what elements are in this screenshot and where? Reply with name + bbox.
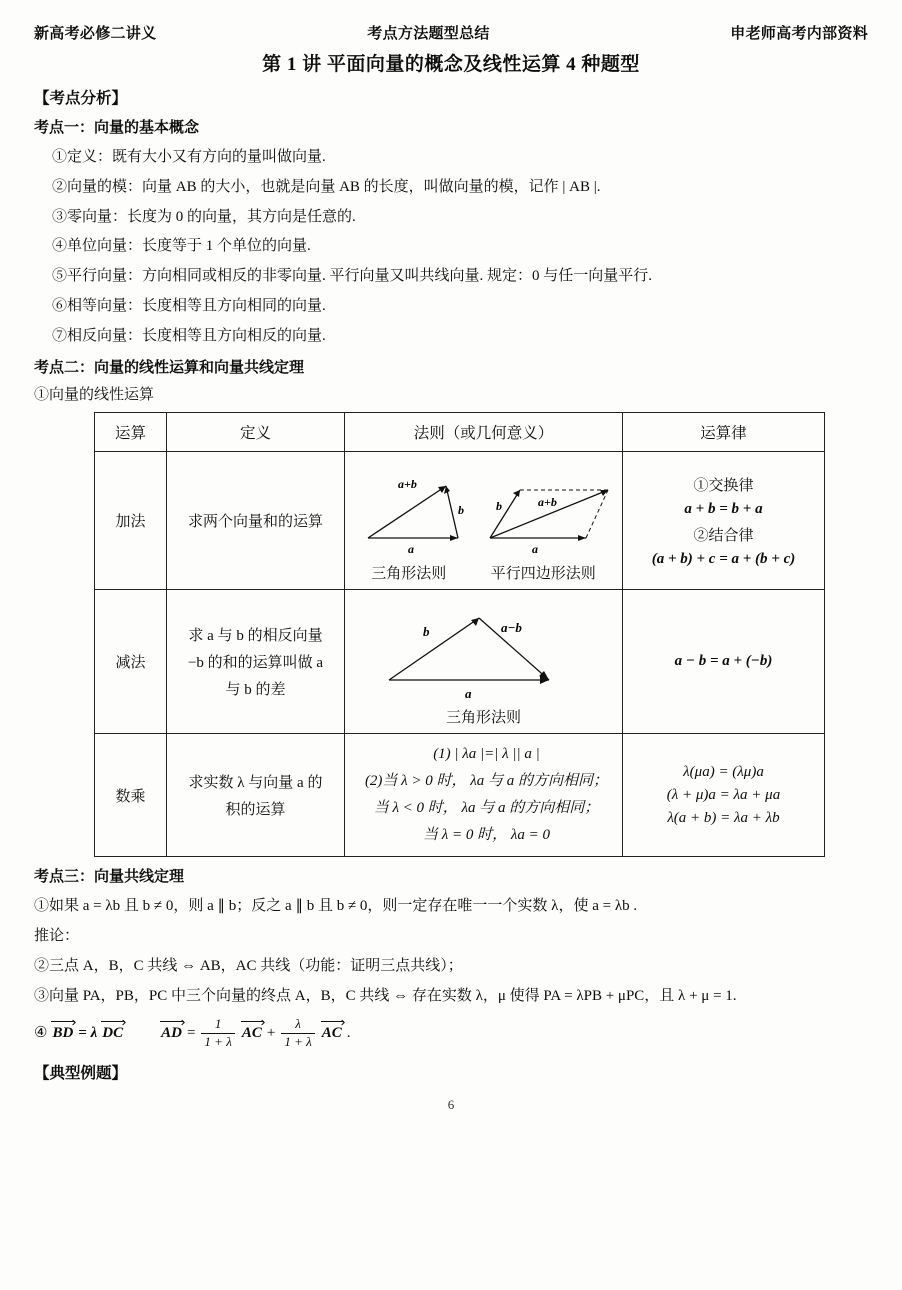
page-header bbox=[34, 22, 868, 43]
cell-def-addition: 求两个向量和的运算 bbox=[167, 452, 345, 590]
theorem-line-3: ③向量 PA，PB，PC 中三个向量的终点 A，B，C 共线 ⇔ 存在实数 λ，μ 使得 PA = λPB + μPC，且 λ + μ = 1. bbox=[34, 987, 737, 1004]
fraction-one-over-one-plus-lambda bbox=[201, 1016, 234, 1050]
cell-rule-addition bbox=[345, 452, 623, 590]
scalar-rule-line-1: (1) | λa |=| λ || a | bbox=[433, 746, 540, 763]
scalar-law-2: (λ + μ)a = λa + μa bbox=[666, 786, 781, 803]
kaodian-3-heading: 考点三：向量共线定理 bbox=[34, 869, 185, 886]
concept-7: ⑦相反向量：长度相等且方向相反的向量. bbox=[52, 327, 326, 344]
example-heading: 【典型例题】 bbox=[34, 1064, 128, 1082]
subtraction-figure bbox=[359, 596, 609, 702]
sub-def-line-2: −b 的和的运算叫做 a bbox=[187, 655, 324, 672]
law-associative-formula: (a + b) + c = a + (b + c) bbox=[651, 550, 796, 567]
line4-eq2: = bbox=[186, 1024, 196, 1041]
svg-text:a+b: a+b bbox=[397, 477, 417, 492]
caption-triangle-rule-sub: 三角形法则 bbox=[445, 710, 521, 727]
analysis-heading: 【考点分析】 bbox=[34, 90, 128, 107]
addition-captions bbox=[349, 562, 618, 583]
header-left: 新高考必修二讲义 bbox=[34, 26, 157, 42]
vector-ad: AD bbox=[161, 1024, 182, 1041]
law-commutative-formula: a + b = b + a bbox=[684, 500, 763, 517]
svg-text:a: a bbox=[464, 686, 471, 702]
cell-laws-subtraction: a − b = a + (−b) bbox=[623, 590, 825, 734]
caption-parallelogram-rule: 平行四边形法则 bbox=[490, 566, 596, 583]
law-associative-label: ②结合律 bbox=[693, 527, 754, 544]
concept-3: ③零向量：长度为 0 的向量，其方向是任意的. bbox=[52, 208, 356, 225]
header-center: 考点方法题型总结 bbox=[367, 26, 490, 42]
theorem-line-4 bbox=[34, 1016, 868, 1050]
theorem-line-1: ①如果 a = λb 且 b ≠ 0，则 a ∥ b；反之 a ∥ b 且 b ≠ 0，则一定存在唯一一个实数 λ，使 a = λb . bbox=[34, 898, 638, 915]
concept-5: ⑤平行向量：方向相同或相反的非零向量. 平行向量又叫共线向量. 规定：0 与任一向量平行. bbox=[52, 268, 653, 284]
operations-table bbox=[94, 412, 825, 857]
scalar-rule-line-2: (2)当 λ > 0 时， λa 与 a 的方向相同； bbox=[364, 773, 609, 790]
theorem-tuilun: 推论： bbox=[34, 928, 80, 944]
cell-op-addition: 加法 bbox=[95, 452, 167, 590]
svg-text:a: a bbox=[407, 542, 414, 557]
cell-rule-subtraction bbox=[345, 590, 623, 734]
concept-4: ④单位向量：长度等于 1 个单位的向量. bbox=[52, 238, 311, 255]
line4-prefix: ④ bbox=[34, 1024, 48, 1041]
header-right: 申老师高考内部资料 bbox=[730, 26, 868, 42]
scalar-rule-line-3: 当 λ < 0 时， λa 与 a 的方向相同； bbox=[373, 800, 600, 817]
table-row bbox=[95, 590, 825, 734]
cell-def-subtraction bbox=[167, 590, 345, 734]
sub-def-line-1: 求 a 与 b 的相反向量 bbox=[188, 628, 323, 645]
concept-1: ①定义：既有大小又有方向的量叫做向量. bbox=[52, 149, 326, 165]
table-header-row bbox=[95, 413, 825, 452]
line4-period: . bbox=[346, 1024, 351, 1041]
line4-plus: + bbox=[266, 1024, 276, 1041]
vector-dc: DC bbox=[102, 1024, 124, 1041]
cell-laws-scalar bbox=[623, 734, 825, 857]
scalar-rule-line-4: 当 λ = 0 时， λa = 0 bbox=[423, 827, 550, 844]
svg-text:a: a bbox=[531, 542, 538, 557]
page-number: 6 bbox=[447, 1096, 455, 1112]
table-row bbox=[95, 452, 825, 590]
concept-6: ⑥相等向量：长度相等且方向相同的向量. bbox=[52, 297, 326, 314]
scalar-def-line-1: 求实数 λ 与向量 a 的 bbox=[188, 775, 323, 792]
kaodian-1-heading: 考点一：向量的基本概念 bbox=[34, 120, 200, 136]
frac2-denominator: 1 + λ bbox=[284, 1033, 312, 1049]
vector-ac-2: AC bbox=[321, 1024, 342, 1041]
theorem-line-2: ②三点 A，B，C 共线 ⇔ AB，AC 共线（功能：证明三点共线）； bbox=[34, 957, 463, 974]
addition-figure bbox=[350, 458, 618, 558]
kaodian-2-heading: 考点二：向量的线性运算和向量共线定理 bbox=[34, 360, 305, 377]
cell-laws-addition bbox=[623, 452, 825, 590]
th-laws: 运算律 bbox=[623, 413, 825, 452]
cell-rule-scalar bbox=[345, 734, 623, 857]
cell-op-subtraction: 减法 bbox=[95, 590, 167, 734]
vector-bd: BD bbox=[52, 1024, 74, 1041]
caption-triangle-rule: 三角形法则 bbox=[371, 566, 447, 583]
th-definition: 定义 bbox=[167, 413, 345, 452]
frac1-denominator: 1 + λ bbox=[204, 1033, 232, 1049]
sub-def-line-3: 与 b 的差 bbox=[225, 682, 286, 699]
scalar-law-1: λ(μa) = (λμ)a bbox=[683, 763, 764, 780]
scalar-def-line-2: 积的运算 bbox=[225, 802, 286, 819]
frac1-numerator: 1 bbox=[201, 1016, 234, 1033]
svg-text:b: b bbox=[422, 624, 429, 640]
page-title: 第 1 讲 平面向量的概念及线性运算 4 种题型 bbox=[262, 54, 640, 75]
svg-text:a+b: a+b bbox=[537, 495, 557, 510]
svg-text:b: b bbox=[457, 503, 464, 518]
th-rule: 法则（或几何意义） bbox=[345, 413, 623, 452]
svg-text:b: b bbox=[495, 499, 502, 514]
frac2-numerator: λ bbox=[281, 1016, 314, 1033]
scalar-law-3: λ(a + b) = λa + λb bbox=[667, 809, 780, 826]
cell-def-scalar bbox=[167, 734, 345, 857]
fraction-lambda-over-one-plus-lambda bbox=[281, 1016, 314, 1050]
line4-equals-lambda: = λ bbox=[78, 1024, 98, 1041]
concept-2: ②向量的模：向量 AB 的大小，也就是向量 AB 的长度，叫做向量的模，记作 | AB |. bbox=[52, 178, 601, 195]
cell-op-scalar: 数乘 bbox=[95, 734, 167, 857]
vector-ac-1: AC bbox=[241, 1024, 262, 1041]
law-commutative-label: ①交换律 bbox=[693, 477, 754, 494]
kaodian-2-sub: ①向量的线性运算 bbox=[34, 387, 155, 404]
table-row bbox=[95, 734, 825, 857]
th-operation: 运算 bbox=[95, 413, 167, 452]
svg-text:a−b: a−b bbox=[500, 620, 522, 636]
